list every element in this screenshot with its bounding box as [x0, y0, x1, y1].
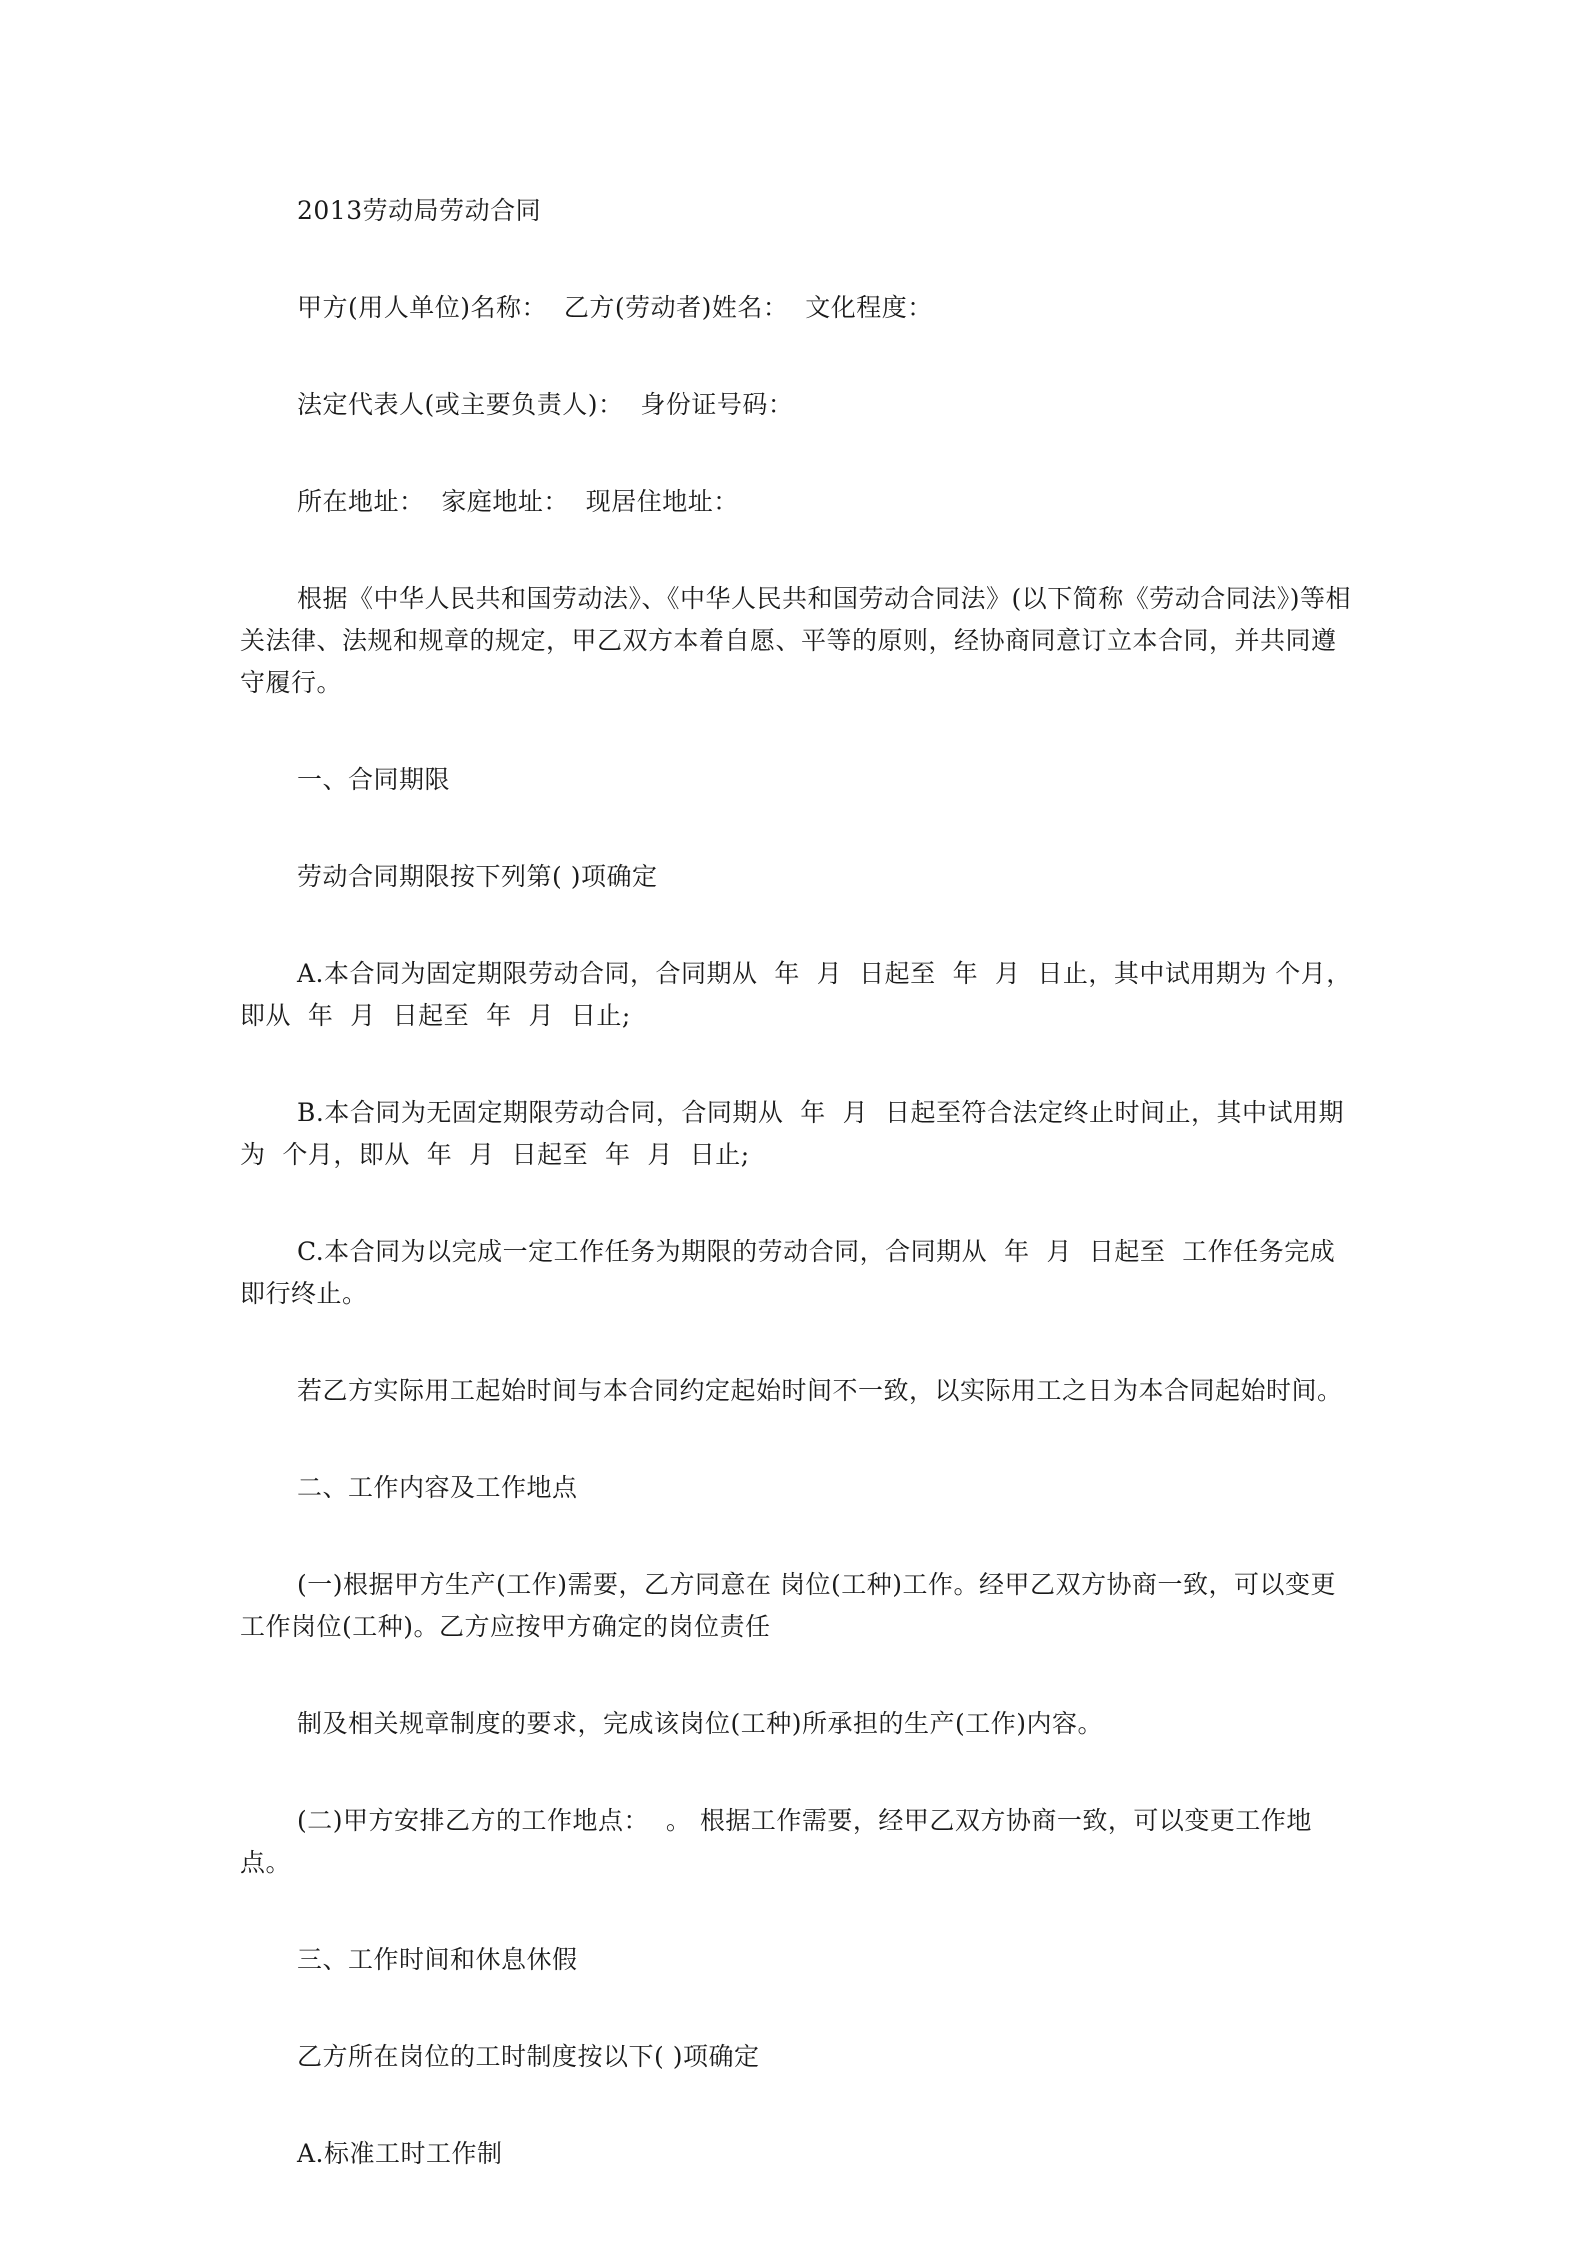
- representative-line: 法定代表人(或主要负责人)： 身份证号码：: [297, 390, 794, 419]
- term-option-b: B.本合同为无固定期限劳动合同，合同期从 年 月 日起至符合法定终止时间止，其中试用期为 个月，即从 年 月 日起至 年 月 日止;: [240, 1098, 1345, 1169]
- section-heading-work: 二、工作内容及工作地点: [297, 1473, 578, 1502]
- work-location-clause: (二)甲方安排乙方的工作地点： 。 根据工作需要，经甲乙双方协商一致，可以变更工作地点。: [240, 1806, 1312, 1877]
- term-selection-line: 劳动合同期限按下列第( )项确定: [297, 862, 658, 891]
- party-info-line: 甲方(用人单位)名称： 乙方(劳动者)姓名： 文化程度：: [297, 293, 933, 322]
- work-content-continued: 制及相关规章制度的要求，完成该岗位(工种)所承担的生产(工作)内容。: [297, 1709, 1104, 1738]
- work-content-clause: (一)根据甲方生产(工作)需要，乙方同意在 岗位(工种)工作。经甲乙双方协商一致，可以变更工作岗位(工种)。乙方应按甲方确定的岗位责任: [240, 1570, 1336, 1641]
- preamble-paragraph: 根据《中华人民共和国劳动法》、《中华人民共和国劳动合同法》(以下简称《劳动合同法》)等相关法律、法规和规章的规定，甲乙双方本着自愿、平等的原则，经协商同意订立本合同，并共同遵守履行。: [240, 584, 1352, 697]
- term-option-c: C.本合同为以完成一定工作任务为期限的劳动合同，合同期从 年 月 日起至 工作任务完成即行终止。: [240, 1237, 1336, 1308]
- hours-selection-line: 乙方所在岗位的工时制度按以下( )项确定: [297, 2042, 760, 2071]
- section-heading-term: 一、合同期限: [297, 765, 451, 794]
- hours-option-a: A.标准工时工作制: [297, 2139, 503, 2168]
- document-body: [240, 190, 1355, 2230]
- document-title: 2013劳动局劳动合同: [297, 196, 542, 225]
- start-time-clause: 若乙方实际用工起始时间与本合同约定起始时间不一致，以实际用工之日为本合同起始时间。: [297, 1376, 1343, 1405]
- section-heading-hours: 三、工作时间和休息休假: [297, 1945, 578, 1974]
- term-option-a: A.本合同为固定期限劳动合同，合同期从 年 月 日起至 年 月 日止，其中试用期为 个月，即从 年 月 日起至 年 月 日止;: [240, 959, 1352, 1030]
- address-line: 所在地址： 家庭地址： 现居住地址：: [297, 487, 739, 516]
